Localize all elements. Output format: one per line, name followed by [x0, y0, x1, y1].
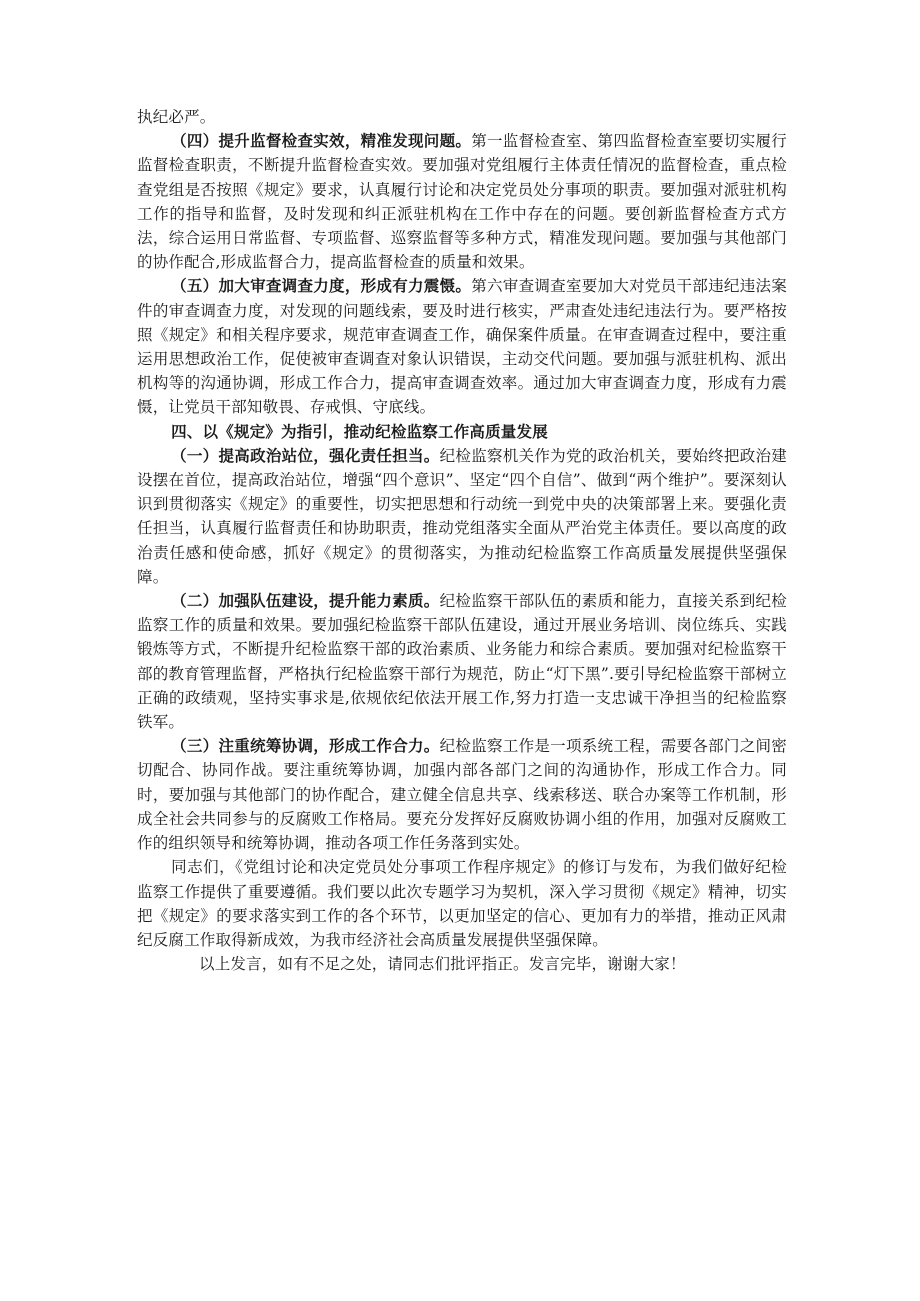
paragraph-section-4-supervision	[137, 129, 787, 274]
paragraph-section-5-investigation	[137, 274, 787, 419]
paragraph-lead: （二）加强队伍建设，提升能力素质。	[171, 591, 440, 611]
paragraph-lead: （五）加大审查调查力度，形成有力震慑。	[171, 276, 472, 296]
paragraph-continuation	[137, 105, 787, 129]
paragraph-text: 同志们，《党组讨论和决定党员处分事项工作程序规定》的修订与发布，为我们做好纪检监察工作提供了重要遵循。我们要以此次专题学习为契机，深入学习贯彻《规定》精神，切实把《规定》的要求落实到工作的各个环节，以更加坚定的信心、更加有力的举措，推动正风肃纪反腐工作取得新成效，为我市经济社会高质量发展提供坚强保障。	[137, 858, 787, 949]
paragraph-closing	[137, 952, 787, 976]
paragraph-subsection-1-political	[137, 444, 787, 589]
paragraph-lead: （一）提高政治站位，强化责任担当。	[171, 445, 440, 465]
paragraph-lead: （四）提升监督检查实效，精准发现问题。	[171, 131, 472, 151]
paragraph-subsection-3-coordination	[137, 734, 787, 855]
paragraph-text: 纪检监察工作是一项系统工程，需要各部门之间密切配合、协同作战。要注重统筹协调，加强内部各部门之间的沟通协作，形成工作合力。同时，要加强与其他部门的协作配合，建立健全信息共享、线索移送、联合办案等工作机制，形成全社会共同参与的反腐败工作格局。要充分发挥好反腐败协调小组的作用，加强对反腐败工作的组织领导和统筹协调，推动各项工作任务落到实处。	[137, 737, 787, 853]
paragraph-text: 第六审查调查室要加大对党员干部违纪违法案件的审查调查力度，对发现的问题线索，要及时进行核实，严肃查处违纪违法行为。要严格按照《规定》和相关程序要求，规范审查调查工作，确保案件质量。在审查调查过程中，要注重运用思想政治工作，促使被审查调查对象认识错误，主动交代问题。要加强与派驻机构、派出机构等的沟通协调，形成工作合力，提高审查调查效率。通过加大审查调查力度，形成有力震慑，让党员干部知敬畏、存戒惧、守底线。	[137, 277, 787, 417]
paragraph-text: 以上发言，如有不足之处，请同志们批评指正。发言完毕，谢谢大家！	[199, 955, 686, 974]
paragraph-conclusion	[137, 855, 787, 952]
document-page	[137, 105, 787, 976]
paragraph-text: 第一监督检查室、第四监督检查室要切实履行监督检查职责，不断提升监督检查实效。要加强对党组履行主体责任情况的监督检查，重点检查党组是否按照《规定》要求，认真履行讨论和决定党员处分事项的职责。要加强对派驻机构工作的指导和监督，及时发现和纠正派驻机构在工作中存在的问题。要创新监督检查方式方法，综合运用日常监督、专项监督、巡察监督等多种方式，精准发现问题。要加强与其他部门的协作配合,形成监督合力，提高监督检查的质量和效果。	[137, 132, 787, 272]
paragraph-text: 执纪必严。	[137, 108, 216, 126]
paragraph-lead: （三）注重统筹协调，形成工作合力。	[171, 736, 440, 756]
paragraph-text: 纪检监察干部队伍的素质和能力，直接关系到纪检监察工作的质量和效果。要加强纪检监察干部队伍建设，通过开展业务培训、岗位练兵、实践锻炼等方式，不断提升纪检监察干部的政治素质、业务能力和综合素质。要加强对纪检监察干部的教育管理监督，严格执行纪检监察干部行为规范，防止“灯下黑”.要引导纪检监察干部树立正确的政绩观，坚持实事求是,依规依纪依法开展工作,努力打造一支忠诚干净担当的纪检监察铁军。	[137, 592, 787, 732]
section-heading-4: 四、以《规定》为指引，推动纪检监察工作高质量发展	[171, 421, 548, 441]
paragraph-subsection-2-team	[137, 589, 787, 734]
paragraph-text: 纪检监察机关作为党的政治机关，要始终把政治建设摆在首位，提高政治站位，增强“四个意识”、坚定“四个自信”、做到“两个维护”。要深刻认识到贯彻落实《规定》的重要性，切实把思想和行动统一到党中央的决策部署上来。要强化责任担当，认真履行监督责任和协助职责，推动党组落实全面从严治党主体责任。要以高度的政治责任感和使命感，抓好《规定》的贯彻落实，为推动纪检监察工作高质量发展提供坚强保障。	[137, 446, 787, 586]
